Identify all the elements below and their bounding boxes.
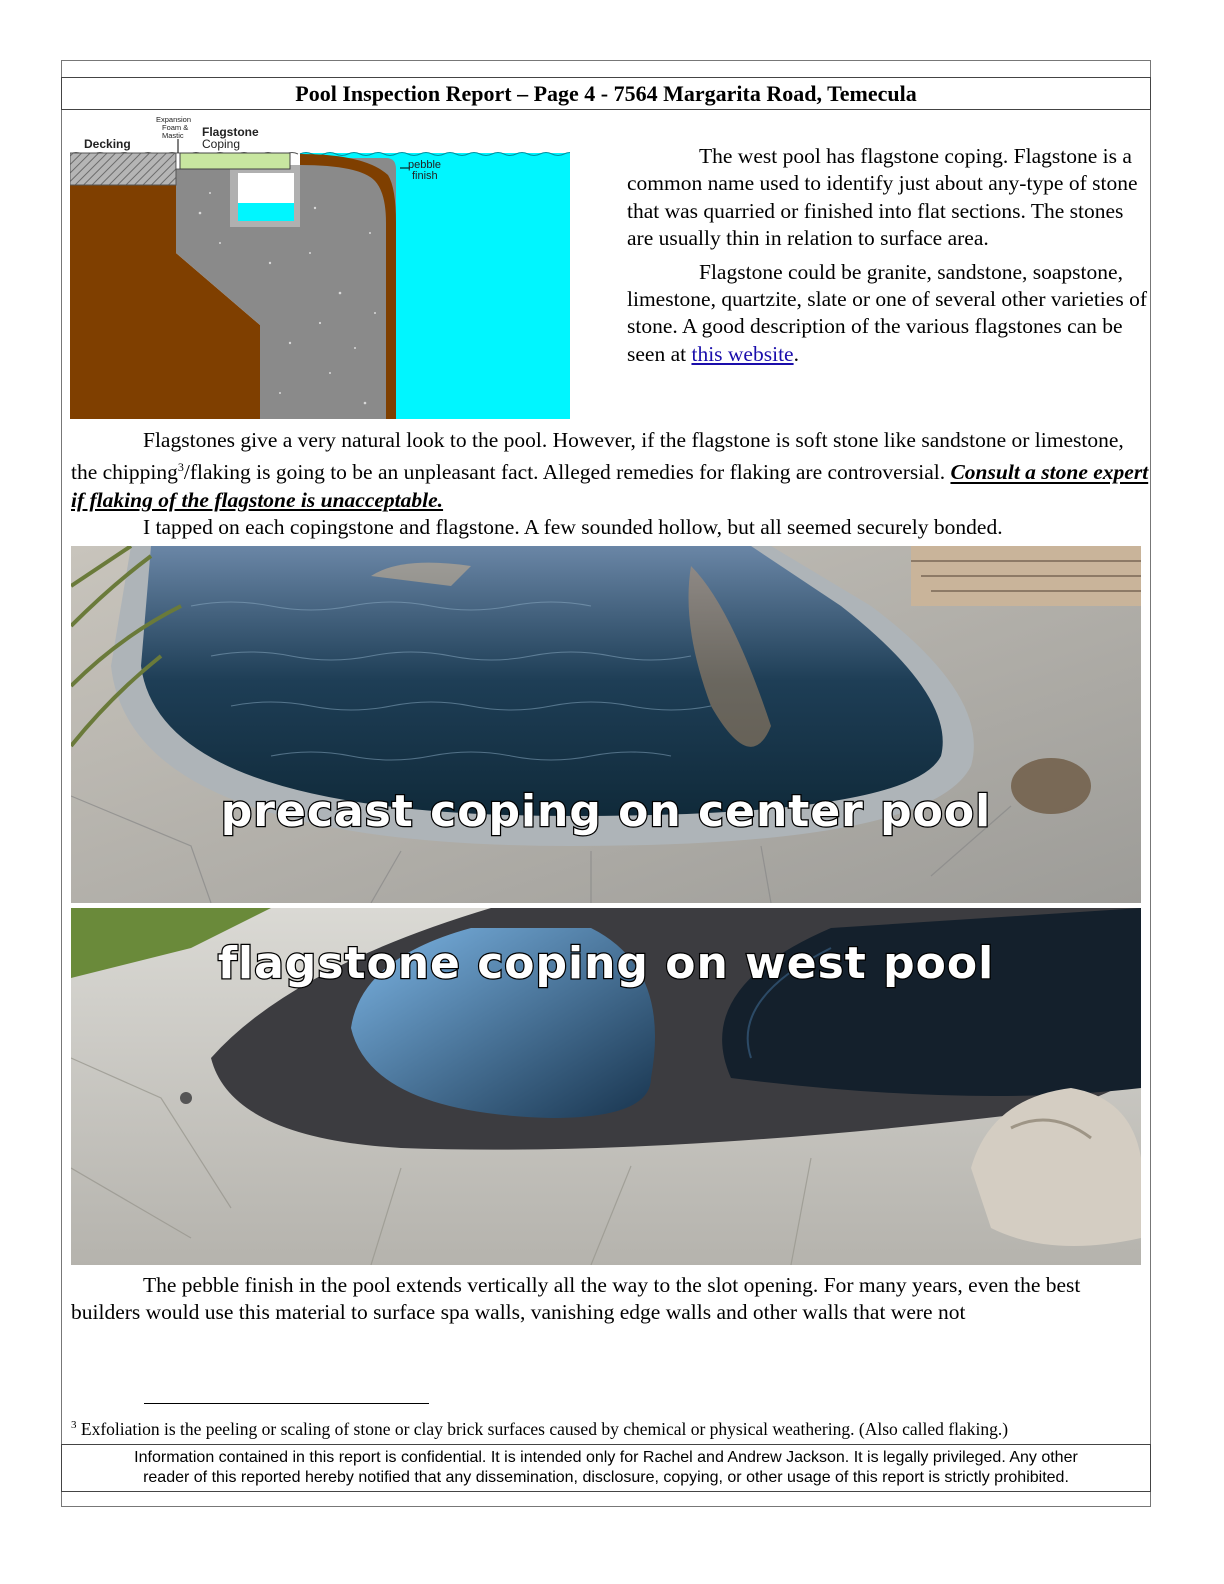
center-pool-photo (71, 546, 1141, 903)
coping-diagram (70, 113, 570, 419)
diagram-label-decking: Decking (84, 137, 131, 151)
footnote (71, 1414, 1146, 1440)
intro-paragraph-1: The west pool has flagstone coping. Flagstone is a common name used to identify just about any-type of stone that was quarried or finished into flat sections. The stones are usually thin in relation to surface area. (627, 144, 1138, 251)
diagram-label-expansion-2: Foam & (162, 123, 189, 132)
footnote-ref: 3 (177, 460, 184, 475)
footnote-text: Exfoliation is the peeling or scaling of stone or clay brick surfaces caused by chemical or physical weathering. (Also called flaking.) (76, 1418, 1009, 1439)
intro-text (627, 143, 1147, 368)
center-pool-caption: precast coping on center pool (220, 786, 992, 837)
flagstone-coping-slab (180, 153, 290, 169)
intro-paragraph-2: Flagstone could be granite, sandstone, soapstone, limestone, quartzite, slate or one of several other varieties of stone. A good description of the various flagstones can be seen at this website. (627, 259, 1147, 366)
decking-slab (70, 153, 176, 185)
diagram-label-finish: finish (412, 170, 438, 182)
west-pool-caption: flagstone coping on west pool (217, 938, 995, 989)
tapping-paragraph: I tapped on each copingstone and flagstone. A few sounded hollow, but all seemed securely bonded. (143, 515, 1003, 539)
west-pool-photo (71, 908, 1141, 1265)
diagram-label-coping: Coping (202, 137, 241, 151)
diagram-label-pebble: pebble (408, 159, 442, 171)
expert-advice: Consult a stone expert if flaking of the flagstone is unacceptable. (71, 460, 1149, 512)
footnote-marker: 3 (71, 1419, 77, 1431)
pebble-finish-paragraph: The pebble finish in the pool extends vertically all the way to the slot opening. For many years, even the best builders would use this material to surface spa walls, vanishing edge walls and other walls that were not (71, 1273, 1081, 1325)
footer-line-1: Information contained in this report is confidential. It is intended only for Rachel and Andrew Jackson. It is legally privileged. Any other (134, 1449, 1078, 1466)
diagram-label-flagstone: Flagstone (202, 125, 259, 139)
diagram-label-expansion-1: Expansion (156, 115, 192, 124)
diagram-label-expansion-3: Mastic (162, 131, 184, 140)
stone-website-link[interactable]: this website (691, 341, 794, 366)
flaking-paragraph: Flagstones give a very natural look to the pool. However, if the flagstone is soft stone like sandstone or limestone, the chipping$^3$/flaking is going to be an unpleasant fact. Alleged remedies for flaking are controversial. Consult a stone expert if flaking of the flagstone is unacceptable. (71, 428, 1149, 512)
page-header (61, 77, 1151, 110)
page-title: Pool Inspection Report – Page 4 - 7564 Margarita Road, Temecula (295, 81, 917, 106)
footer-line-2: reader of this reported hereby notified that any dissemination, disclosure, copying, or other usage of this report is strictly prohibited. (143, 1469, 1069, 1486)
footnote-separator (144, 1403, 429, 1404)
confidentiality-footer (61, 1444, 1151, 1492)
